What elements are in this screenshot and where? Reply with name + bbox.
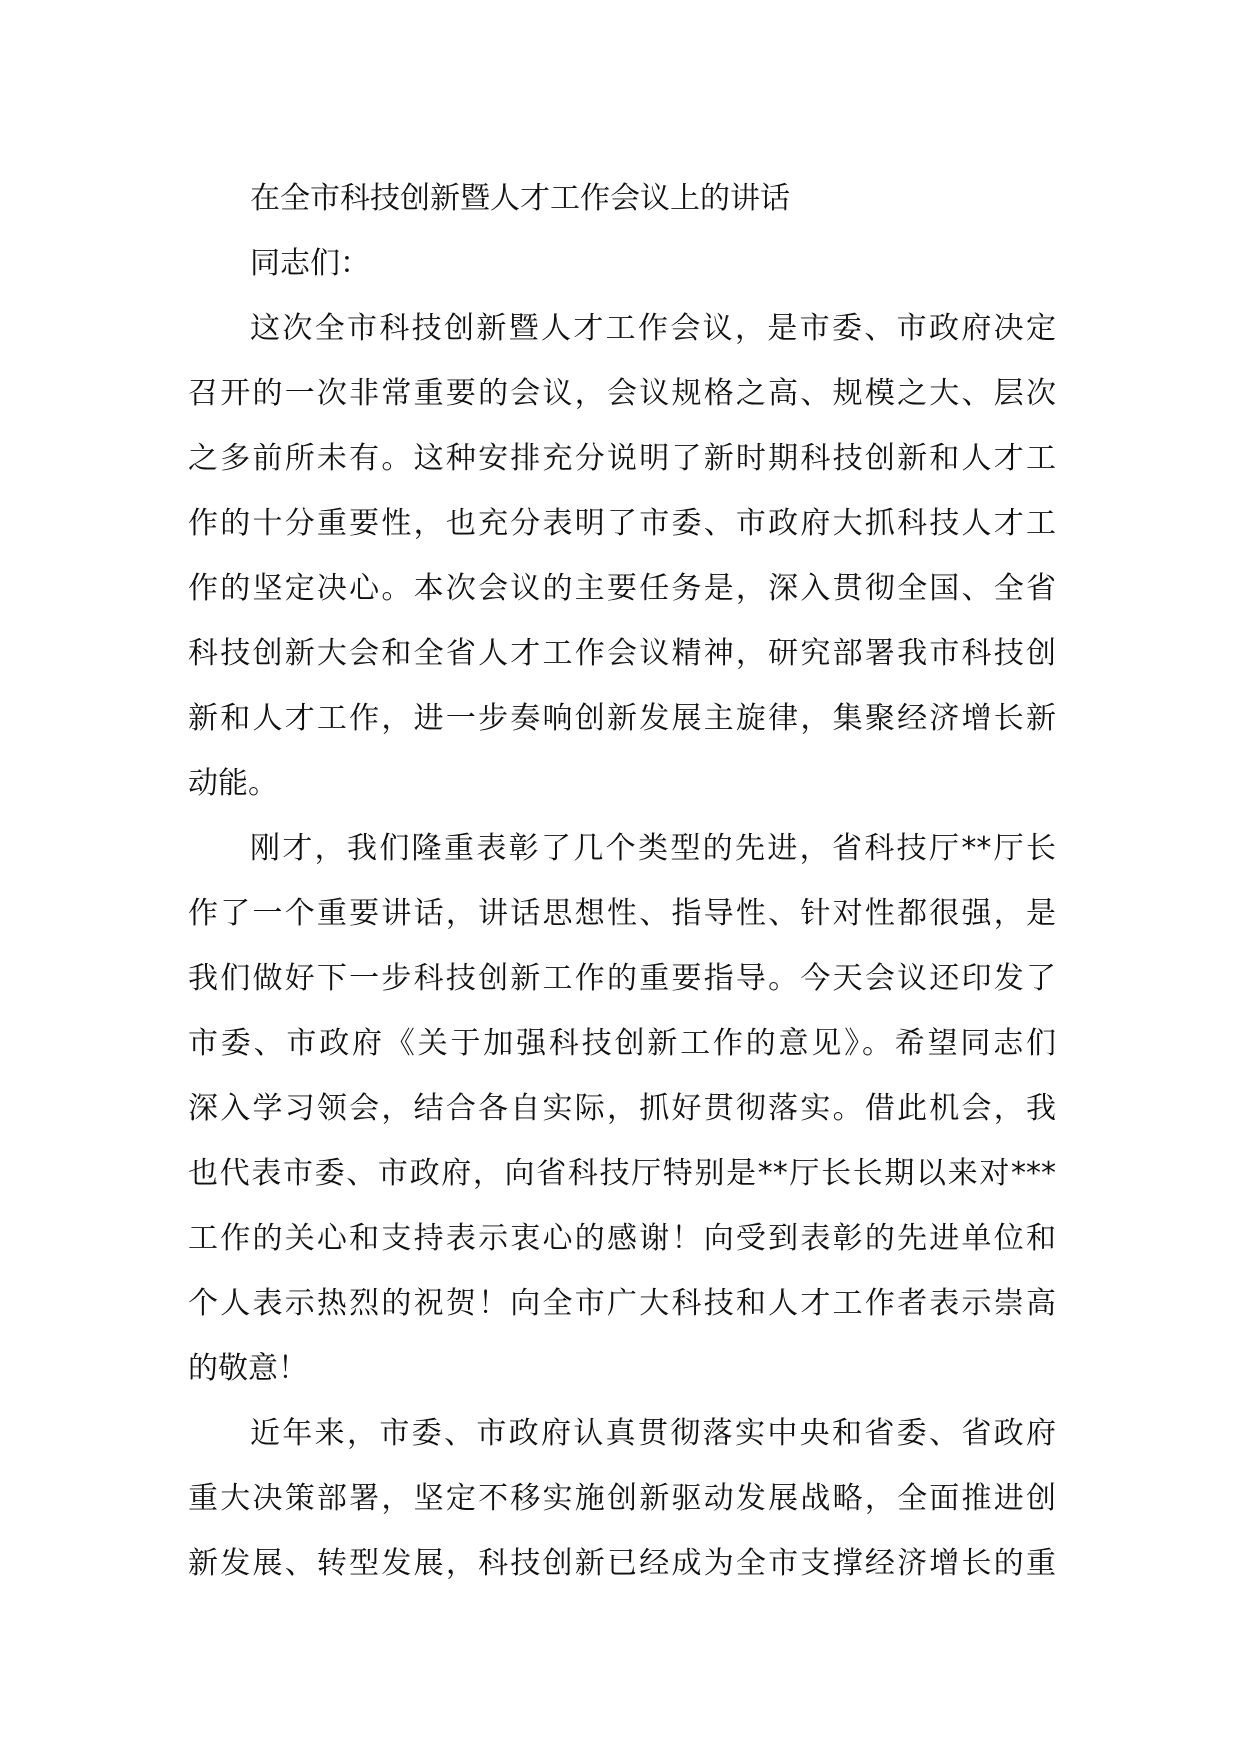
document-body: [188, 166, 1056, 1596]
salutation: 同志们：: [250, 246, 370, 281]
paragraph-3-line: 新发展、转型发展，科技创新已经成为全市支撑经济增长的重: [188, 1546, 1056, 1581]
paragraph-3-line: 近年来，市委、市政府认真贯彻落实中央和省委、省政府: [250, 1416, 1056, 1451]
paragraph-2-line: 深入学习领会，结合各自实际，抓好贯彻落实。借此机会，我: [188, 1091, 1056, 1126]
paragraph-2-line: 我们做好下一步科技创新工作的重要指导。今天会议还印发了: [188, 961, 1056, 996]
paragraph-2-line: 作了一个重要讲话，讲话思想性、指导性、针对性都很强，是: [188, 896, 1056, 931]
paragraph-2-line: 刚才，我们隆重表彰了几个类型的先进，省科技厅**厅长: [250, 831, 1056, 866]
paragraph-1-line: 这次全市科技创新暨人才工作会议，是市委、市政府决定: [250, 311, 1056, 346]
paragraph-2-line: 市委、市政府《关于加强科技创新工作的意见》。希望同志们: [188, 1026, 1056, 1061]
paragraph-1-line: 动能。: [188, 766, 278, 801]
paragraph-3-line: 重大决策部署，坚定不移实施创新驱动发展战略，全面推进创: [188, 1481, 1056, 1516]
paragraph-1-line: 之多前所未有。这种安排充分说明了新时期科技创新和人才工: [188, 441, 1056, 476]
paragraph-2-line: 个人表示热烈的祝贺！向全市广大科技和人才工作者表示崇高: [188, 1286, 1056, 1321]
paragraph-1-line: 召开的一次非常重要的会议，会议规格之高、规模之大、层次: [188, 376, 1056, 411]
paragraph-1-line: 新和人才工作，进一步奏响创新发展主旋律，集聚经济增长新: [188, 701, 1056, 736]
paragraph-1-line: 作的十分重要性，也充分表明了市委、市政府大抓科技人才工: [188, 506, 1056, 541]
paragraph-1-line: 科技创新大会和全省人才工作会议精神，研究部署我市科技创: [188, 636, 1056, 671]
paragraph-2-line: 工作的关心和支持表示衷心的感谢！向受到表彰的先进单位和: [188, 1221, 1056, 1256]
paragraph-2-line: 也代表市委、市政府，向省科技厅特别是**厅长长期以来对***: [188, 1156, 1056, 1191]
document-title: 在全市科技创新暨人才工作会议上的讲话: [250, 181, 790, 216]
paragraph-1-line: 作的坚定决心。本次会议的主要任务是，深入贯彻全国、全省: [188, 571, 1056, 606]
paragraph-2-line: 的敬意！: [188, 1351, 308, 1386]
